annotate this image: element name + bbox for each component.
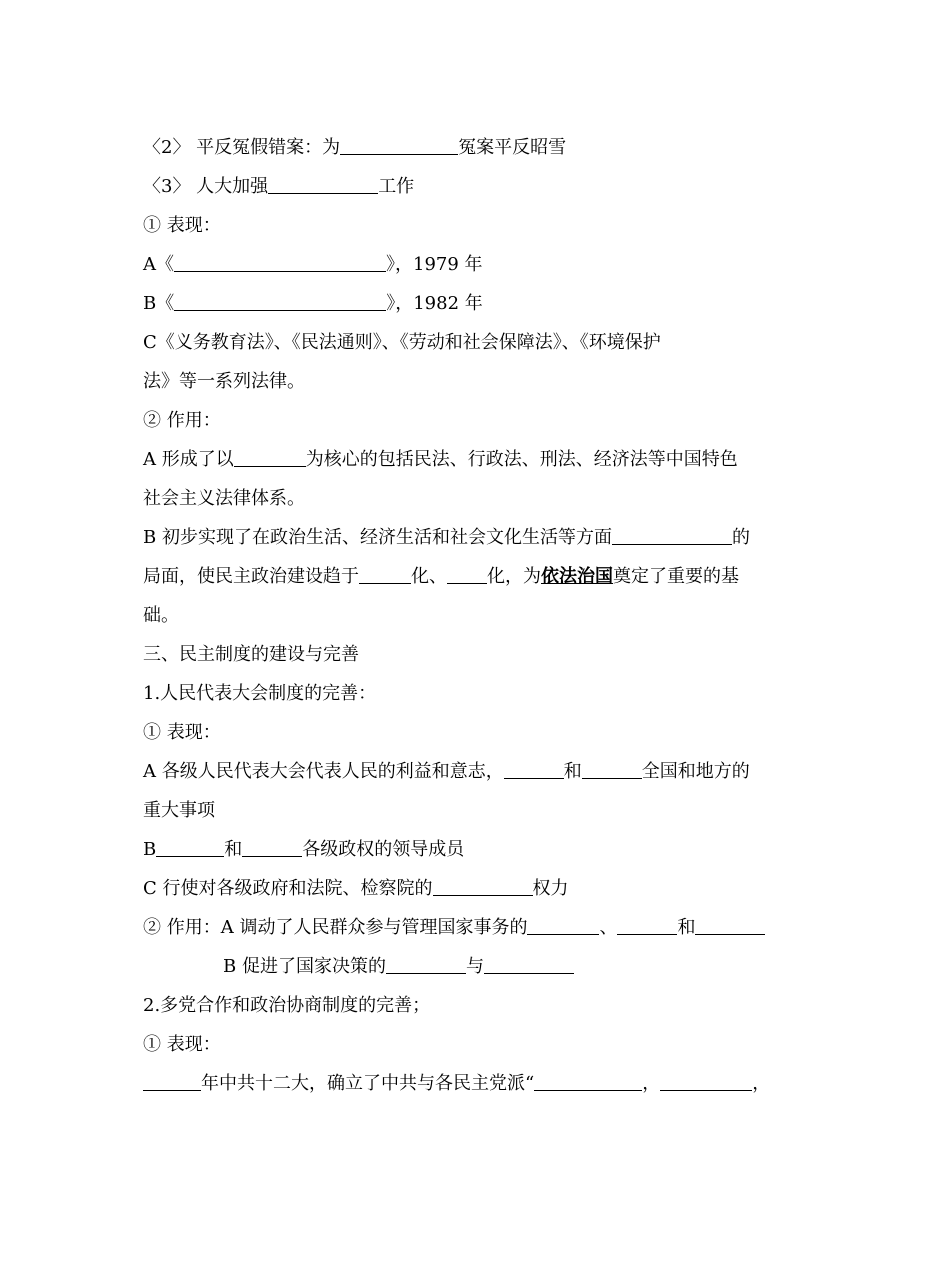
fill-blank[interactable]: [695, 916, 765, 935]
fill-blank[interactable]: [268, 175, 378, 194]
text: ① 表现：: [143, 215, 221, 236]
text: 社会主义法律体系。: [143, 488, 305, 509]
text: 和: [677, 917, 696, 938]
text: A 形成了以: [143, 449, 234, 470]
fill-blank[interactable]: [174, 292, 386, 311]
text: ② 作用：: [143, 410, 221, 431]
section-heading-3: [143, 635, 813, 674]
fill-blank[interactable]: [582, 760, 642, 779]
text: 重大事项: [143, 800, 215, 821]
subheading-npc-system: [143, 674, 813, 713]
document-page: [143, 128, 813, 1103]
line-npc-strengthen: [143, 167, 813, 206]
line-effect-heading: [143, 401, 813, 440]
fill-blank[interactable]: [156, 838, 224, 857]
line-effect-a: [143, 908, 813, 947]
line-performance-heading: [143, 206, 813, 245]
text: 法》等一系列法律。: [143, 371, 305, 392]
line-redress-cases: [143, 128, 813, 167]
text: B: [143, 839, 157, 860]
line-rule-of-law: [143, 518, 813, 557]
fill-blank[interactable]: [447, 565, 487, 584]
fill-blank[interactable]: [660, 1072, 752, 1091]
fill-blank[interactable]: [527, 916, 599, 935]
line-law-1982: [143, 284, 813, 323]
text: 化、: [411, 566, 447, 587]
text: 2.多党合作和政治协商制度的完善；: [143, 995, 431, 1016]
fill-blank[interactable]: [242, 838, 302, 857]
text: 三、民主制度的建设与完善: [143, 644, 359, 665]
line-laws-list-cont: [143, 362, 813, 401]
text: 》，1982 年: [386, 293, 483, 314]
fill-blank[interactable]: [359, 565, 411, 584]
line-twelfth-congress: [143, 1064, 813, 1103]
fill-blank[interactable]: [174, 253, 386, 272]
line-democracy-trend: [143, 557, 813, 596]
fill-blank[interactable]: [143, 1072, 201, 1091]
text: 〈3〉 人大加强: [143, 176, 269, 197]
line-npc-decide: [143, 752, 813, 791]
text: 与: [465, 956, 484, 977]
text: ，: [642, 1073, 661, 1094]
emphasis-text: 依法治国: [541, 566, 613, 587]
text: 各级政权的领导成员: [302, 839, 465, 860]
fill-blank[interactable]: [340, 136, 458, 155]
text: A 各级人民代表大会代表人民的利益和意志，: [143, 761, 504, 782]
text: 的: [731, 527, 750, 548]
fill-blank[interactable]: [234, 448, 306, 467]
fill-blank[interactable]: [484, 955, 574, 974]
text: B《: [143, 293, 175, 314]
text: ① 表现：: [143, 722, 221, 743]
line-performance-heading-2: [143, 713, 813, 752]
text: 局面，使民主政治建设趋于: [143, 566, 359, 587]
line-performance-heading-3: [143, 1025, 813, 1064]
text: ② 作用：A 调动了人民群众参与管理国家事务的: [143, 917, 528, 938]
text: 》，1979 年: [386, 254, 483, 275]
line-law-1979: [143, 245, 813, 284]
text: C《义务教育法》、《民法通则》、《劳动和社会保障法》、《环境保护: [143, 332, 661, 353]
text: A《: [143, 254, 174, 275]
fill-blank[interactable]: [534, 1072, 642, 1091]
fill-blank[interactable]: [504, 760, 564, 779]
text: 1.人民代表大会制度的完善：: [143, 683, 377, 704]
text: ① 表现：: [143, 1034, 221, 1055]
text: 为核心的包括民法、行政法、刑法、经济法等中国特色: [305, 449, 738, 470]
line-supervise: [143, 869, 813, 908]
text: 和: [563, 761, 582, 782]
text: 础。: [143, 605, 179, 626]
text: 工作: [378, 176, 415, 197]
text: C 行使对各级政府和法院、检察院的: [143, 878, 433, 899]
text: 、: [599, 917, 618, 938]
subheading-multiparty: [143, 986, 813, 1025]
text: 化，为: [487, 566, 541, 587]
text: B 初步实现了在政治生活、经济生活和社会文化生活等方面: [143, 527, 612, 548]
line-legal-system: [143, 440, 813, 479]
line-foundation: [143, 596, 813, 635]
line-major-matters: [143, 791, 813, 830]
text: 全国和地方的: [641, 761, 750, 782]
text: B 促进了国家决策的: [223, 956, 386, 977]
text: ，: [752, 1073, 771, 1094]
text: 奠定了重要的基: [613, 566, 739, 587]
line-elect-leaders: [143, 830, 813, 869]
line-laws-list: [143, 323, 813, 362]
line-legal-system-cont: [143, 479, 813, 518]
text: 〈2〉 平反冤假错案：为: [143, 137, 341, 158]
text: 权力: [532, 878, 569, 899]
text: 冤案平反昭雪: [458, 137, 567, 158]
fill-blank[interactable]: [612, 526, 732, 545]
fill-blank[interactable]: [386, 955, 466, 974]
text: 和: [224, 839, 243, 860]
fill-blank[interactable]: [617, 916, 677, 935]
line-effect-b: [143, 947, 813, 986]
text: 年中共十二大，确立了中共与各民主党派“: [201, 1073, 535, 1094]
fill-blank[interactable]: [433, 877, 533, 896]
